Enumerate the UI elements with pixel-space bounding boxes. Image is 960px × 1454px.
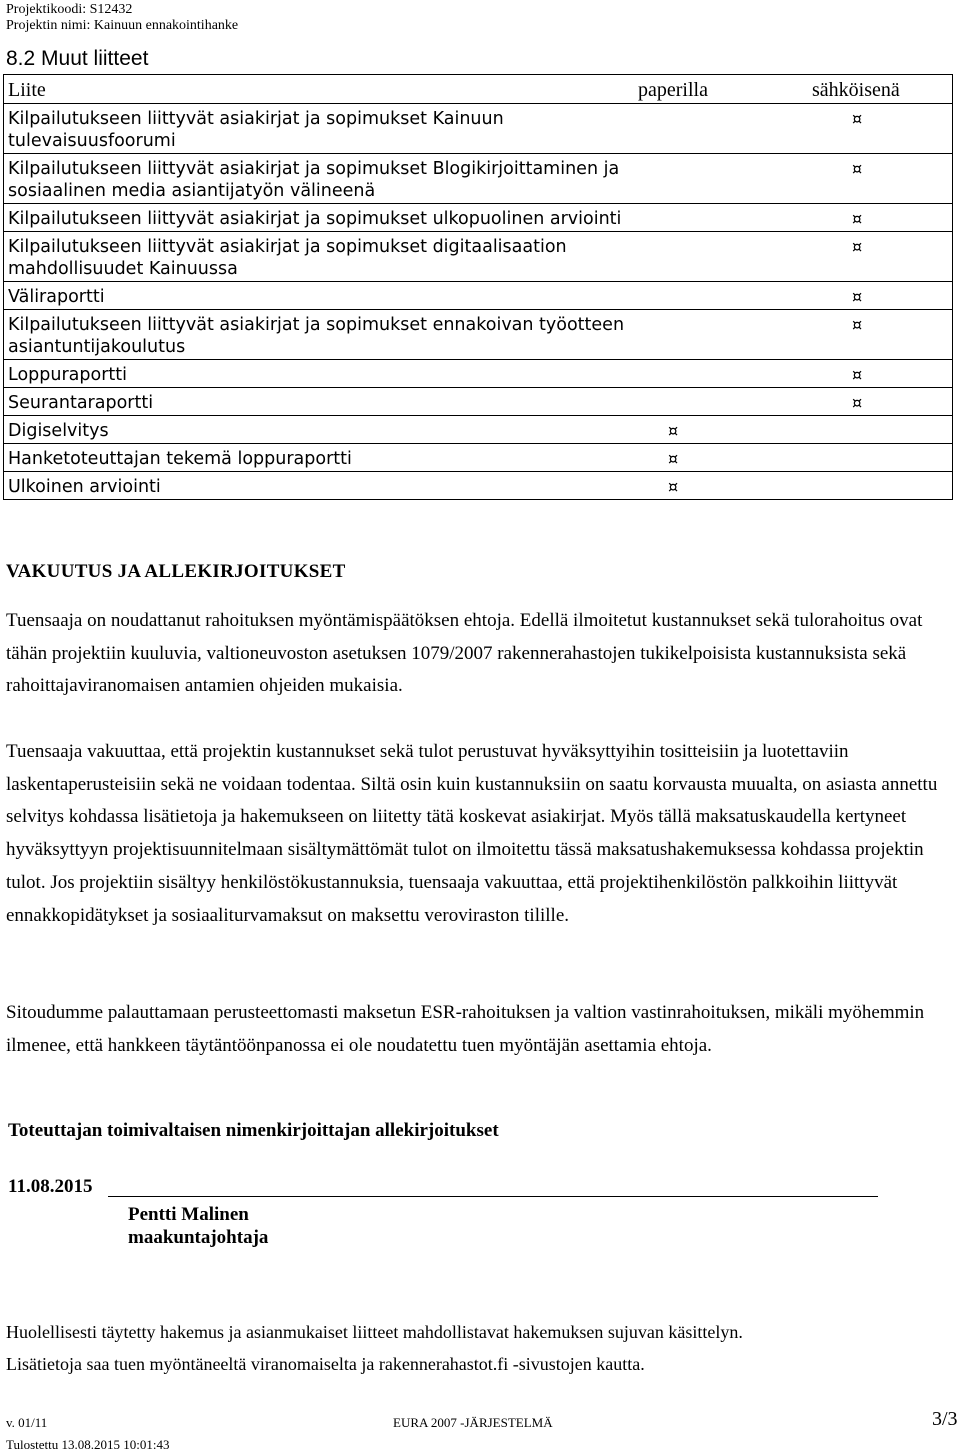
table-row: [4, 153, 952, 203]
paper-mark: [634, 232, 804, 281]
attachment-name: Kilpailutukseen liittyvät asiakirjat ja sopimukset ennakoivan työotteen asiantuntijakoulutus: [8, 315, 625, 357]
footer-page-number: 3/3: [932, 1408, 958, 1430]
attachment-name: Ulkoinen arviointi: [8, 477, 161, 497]
attachment-name: Kilpailutukseen liittyvät asiakirjat ja sopimukset Kainuun tulevaisuusfoorumi: [8, 109, 504, 151]
signature-date: 11.08.2015: [8, 1176, 93, 1197]
declaration-paragraph-2: Tuensaaja vakuuttaa, että projektin kustannukset sekä tulot perustuvat hyväksyttyihin tositteisiin ja luotettaviin laskentaperusteisiin sekä ne voidaan todentaa. Siltä osin kuin kustannuksiin on saatu korvausta muualta, on asiasta annettu selvitys kohdassa lisätietoja ja hakemukseen on liitetty tätä koskevat asiakirjat. Myös tällä maksatuskaudella kertyneet hyväksyttyyn projektisuunnitelmaan sisältymättömät tulot on ilmoitettu tässä maksatushakemuksessa kohdassa projektin tulot. Jos projektiin sisältyy henkilöstökustannuksia, tuensaaja vakuuttaa, että projektihenkilöstön palkkoihin liittyvät ennakkopidätykset ja sosiaaliturvamaksut on maksettu veroviraston tilille.: [6, 741, 938, 926]
paper-mark: ¤: [668, 477, 679, 496]
column-header-electronic: sähköisenä: [812, 79, 900, 101]
paper-mark: [634, 388, 804, 415]
table-row: [4, 231, 952, 281]
signature-line: [108, 1196, 878, 1197]
paper-mark: [634, 204, 804, 231]
paper-mark: [634, 104, 804, 153]
declaration-title: VAKUUTUS JA ALLEKIRJOITUKSET: [6, 561, 346, 582]
attachment-name: Kilpailutukseen liittyvät asiakirjat ja sopimukset digitaalisaation mahdollisuudet Kainuussa: [8, 237, 567, 279]
table-row: [4, 281, 952, 309]
table-row: [4, 387, 952, 415]
attachment-name: Seurantaraportti: [8, 393, 154, 413]
attachment-name: Väliraportti: [8, 287, 105, 307]
note-processing: Huolellisesti täytetty hakemus ja asianmukaiset liitteet mahdollistavat hakemuksen sujuvan käsittelyn.: [6, 1322, 743, 1342]
declaration-paragraph-1: Tuensaaja on noudattanut rahoituksen myöntämispäätöksen ehtoja. Edellä ilmoitetut kustannukset sekä tulorahoitus ovat tähän projektiin kuuluvia, valtioneuvoston asetuksen 1079/2007 rakennerahastojen tukikelpoisista kustannuksista sekä rahoittajaviranomaisen antamien ohjeiden mukaisia.: [6, 610, 923, 697]
attachment-name: Loppuraportti: [8, 365, 127, 385]
attachment-name: Hanketoteuttajan tekemä loppuraportti: [8, 449, 352, 469]
declaration-paragraph-3: Sitoudumme palauttamaan perusteettomasti maksetun ESR-rahoituksen ja valtion vastinrahoituksen, mikäli myöhemmin ilmenee, että hankkeen täytäntöönpanossa ei ole noudatettu tuen myöntäjän asettamia ehtoja.: [6, 1002, 925, 1056]
footer-version: v. 01/11: [6, 1415, 48, 1430]
electronic-mark: [804, 472, 952, 499]
paper-mark: ¤: [668, 421, 679, 440]
section-title: 8.2 Muut liitteet: [6, 47, 149, 70]
footer-printed: Tulostettu 13.08.2015 10:01:43: [6, 1437, 170, 1452]
table-row: [4, 415, 952, 443]
paper-mark: [634, 282, 804, 309]
project-name: Projektin nimi: Kainuun ennakointihanke: [6, 18, 239, 33]
electronic-mark: ¤: [852, 287, 863, 306]
electronic-mark: ¤: [852, 209, 863, 228]
table-header-row: [4, 75, 952, 103]
electronic-mark: ¤: [852, 109, 863, 128]
footer-system: EURA 2007 -JÄRJESTELMÄ: [393, 1415, 553, 1430]
paper-mark: [634, 154, 804, 203]
project-code: Projektikoodi: S12432: [6, 2, 133, 17]
signature-heading: Toteuttajan toimivaltaisen nimenkirjoittajan allekirjoitukset: [8, 1120, 499, 1141]
attachment-name: Kilpailutukseen liittyvät asiakirjat ja sopimukset Blogikirjoittaminen ja sosiaalinen media asiantijatyön välineenä: [8, 159, 620, 201]
paper-mark: [634, 310, 804, 359]
electronic-mark: ¤: [852, 159, 863, 178]
table-row: [4, 359, 952, 387]
electronic-mark: ¤: [852, 237, 863, 256]
electronic-mark: [804, 444, 952, 471]
signer-name: Pentti Malinen: [128, 1204, 249, 1225]
column-header-attachment: Liite: [8, 79, 46, 101]
signer-role: maakuntajohtaja: [128, 1227, 269, 1248]
paper-mark: ¤: [668, 449, 679, 468]
electronic-mark: ¤: [852, 393, 863, 412]
table-row: [4, 309, 952, 359]
attachment-name: Digiselvitys: [8, 421, 109, 441]
table-row: [4, 443, 952, 471]
column-header-paper: paperilla: [638, 79, 708, 101]
attachment-name: Kilpailutukseen liittyvät asiakirjat ja sopimukset ulkopuolinen arviointi: [8, 209, 622, 229]
note-more-info: Lisätietoja saa tuen myöntäneeltä viranomaiselta ja rakennerahastot.fi -sivustojen kautta.: [6, 1354, 645, 1374]
paper-mark: [634, 360, 804, 387]
table-row: [4, 471, 952, 499]
attachments-table: [3, 74, 953, 500]
electronic-mark: ¤: [852, 365, 863, 384]
table-row: [4, 103, 952, 153]
electronic-mark: ¤: [852, 315, 863, 334]
table-row: [4, 203, 952, 231]
electronic-mark: [804, 416, 952, 443]
